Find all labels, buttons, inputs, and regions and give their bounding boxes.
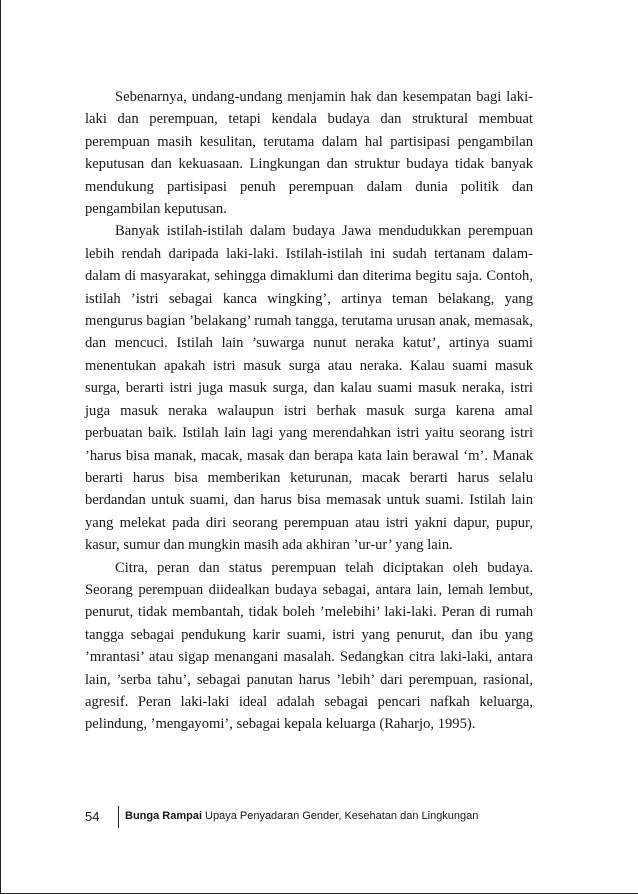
running-title-text: Upaya Penyadaran Gender, Kesehatan dan Lingkungan xyxy=(205,810,479,822)
paragraph-1: Sebenarnya, undang-undang menjamin hak dan kesempatan bagi laki-laki dan perempuan, tetapi kendala budaya dan struktural membuat perempuan masih kesulitan, terutama dalam hal partisipasi pengambilan keputusan dan kekuasaan. Lingkungan dan struktur budaya tidak banyak mendukung partisipasi penuh perempuan dalam dunia politik dan pengambilan keputusan. xyxy=(85,89,533,218)
body-text xyxy=(85,86,533,736)
paragraph-3: Citra, peran dan status perempuan telah diciptakan oleh budaya. Seorang perempuan diidealkan budaya sebagai, antara lain, lemah lembut, penurut, tidak membantah, tidak boleh ’melebihi’ laki-laki. Peran di rumah tangga sebagai pendukung karir suami, istri yang penurut, dan ibu yang ’mrantasi’ atau sigap menangani masalah. Sedangkan citra laki-laki, antara lain, ’serba tahu’, sebagai panutan harus ’lebih’ dari perempuan, rasional, agresif. Peran laki-laki ideal adalah sebagai pencari nafkah keluarga, pelindung, ’mengayomi’, sebagai kepala keluarga (Raharjo, 1995). xyxy=(85,559,533,733)
running-title-prefix: Bunga Rampai xyxy=(125,810,203,822)
footer-divider xyxy=(118,806,119,828)
page-number: 54 xyxy=(85,809,100,824)
page-footer xyxy=(85,806,555,830)
paragraph-2: Banyak istilah-istilah dalam budaya Jawa mendudukkan perempuan lebih rendah daripada laki-laki. Istilah-istilah ini sudah tertanam dalam-dalam di masyarakat, sehingga dimaklumi dan diterima begitu saja. Contoh, istilah ’istri sebagai kanca wingking’, artinya teman belakang, yang mengurus bagian ’belakang’ rumah tangga, terutama urusan anak, memasak, dan mencuci. Istilah lain ’suwarga nunut neraka katut’, artinya suami menentukan apakah istri masuk surga atau neraka. Kalau suami masuk surga, berarti istri juga masuk surga, dan kalau suami masuk neraka, istri juga masuk neraka walaupun istri berhak masuk surga karena amal perbuatan baik. Istilah lain lagi yang merendahkan istri yaitu seorang istri ’harus bisa manak, macak, masak dan berapa kata lain berawal ‘m’. Manak berarti harus bisa memberikan keturunan, macak berarti harus selalu berdandan untuk suami, dan harus bisa memasak untuk suami. Istilah lain yang melekat pada diri seorang perempuan atau istri yakni dapur, pupur, kasur, sumur dan mungkin masih ada akhiran ’ur-ur’ yang lain. xyxy=(85,223,533,554)
running-title xyxy=(125,810,478,822)
